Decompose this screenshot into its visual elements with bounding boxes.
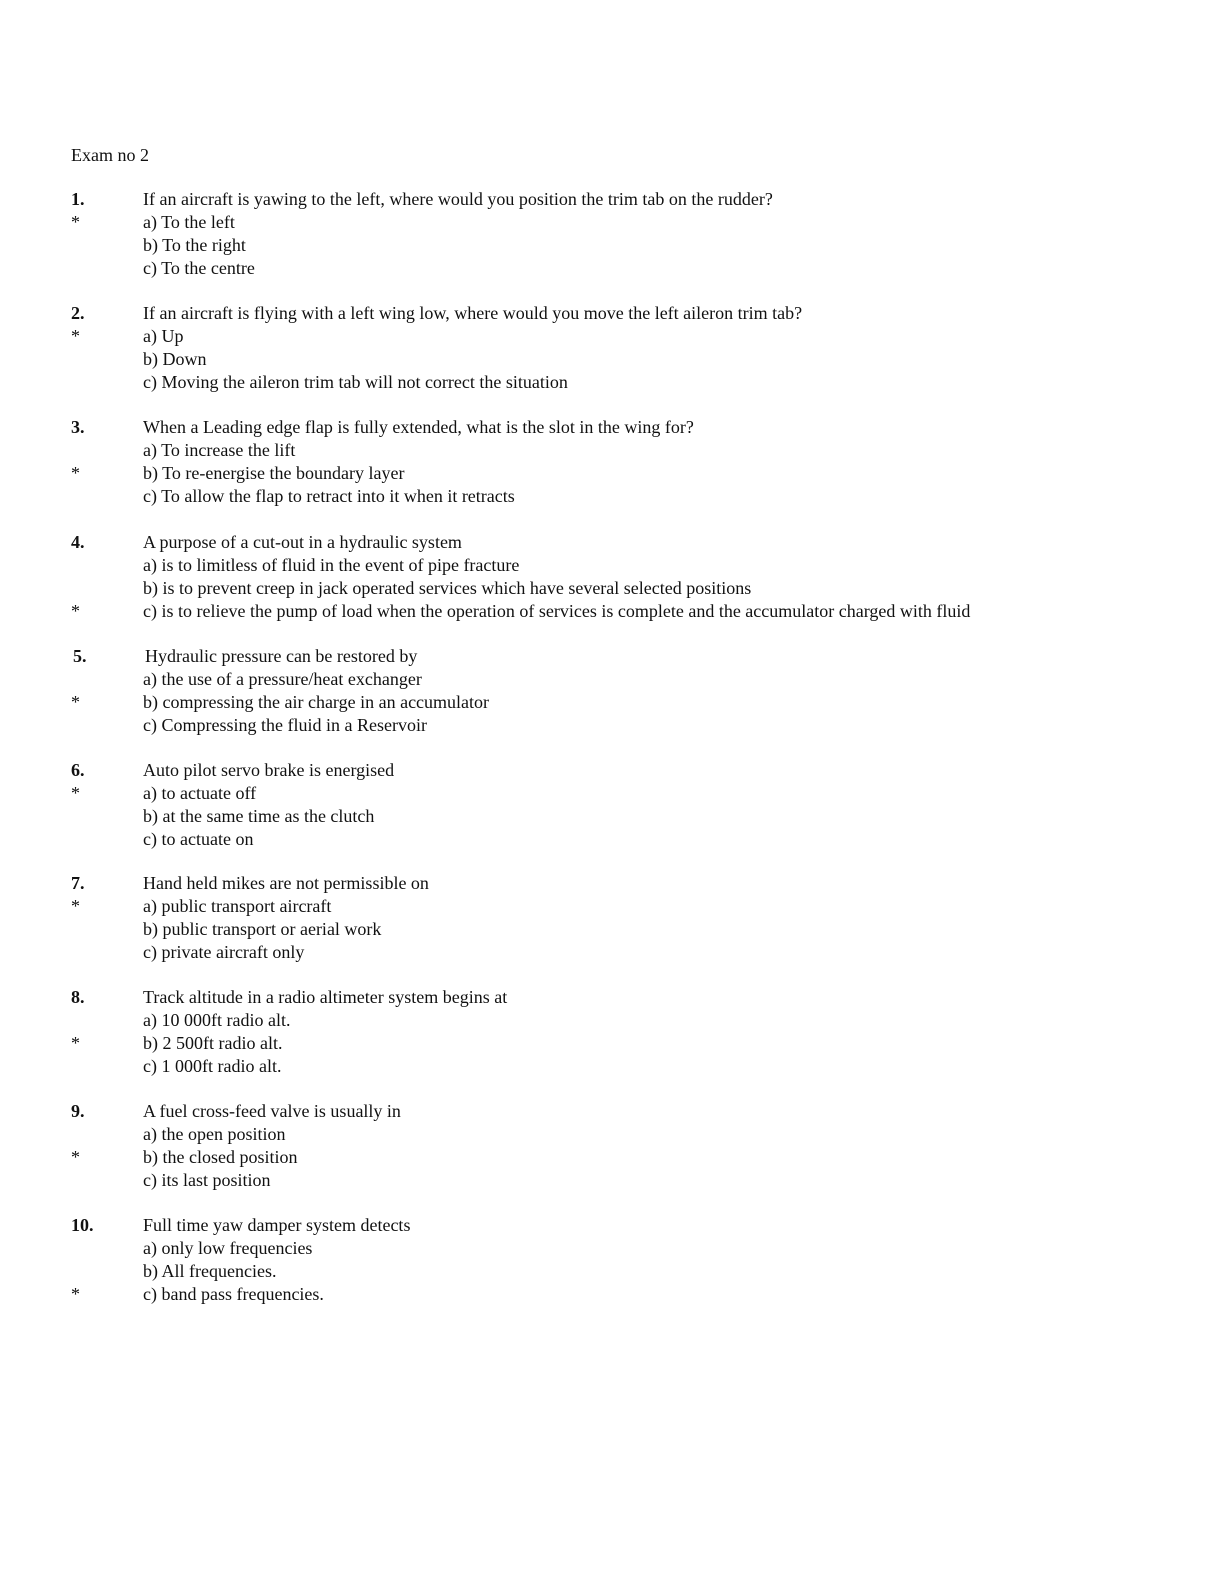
question-number: 3. xyxy=(71,417,85,437)
option-a xyxy=(0,554,1224,577)
option-text: a) the use of a pressure/heat exchanger xyxy=(143,669,422,689)
question-1 xyxy=(0,188,1224,280)
option-a xyxy=(0,439,1224,462)
question-row xyxy=(0,872,1224,895)
question-row xyxy=(0,416,1224,439)
question-row xyxy=(0,645,1224,668)
option-b xyxy=(0,1032,1224,1055)
option-c xyxy=(0,1283,1224,1306)
question-row xyxy=(0,188,1224,211)
answer-mark: * xyxy=(71,1033,80,1053)
question-row xyxy=(0,759,1224,782)
option-b xyxy=(0,691,1224,714)
answer-mark: * xyxy=(71,463,80,483)
option-text: c) 1 000ft radio alt. xyxy=(143,1056,282,1076)
option-a xyxy=(0,325,1224,348)
option-text: b) public transport or aerial work xyxy=(143,919,382,939)
question-text: Auto pilot servo brake is energised xyxy=(143,760,395,780)
answer-mark: * xyxy=(71,212,80,232)
option-a xyxy=(0,211,1224,234)
option-c xyxy=(0,941,1224,964)
option-c xyxy=(0,1169,1224,1192)
option-c xyxy=(0,371,1224,394)
option-text: c) Moving the aileron trim tab will not correct the situation xyxy=(143,372,568,392)
option-c xyxy=(0,714,1224,737)
option-text: a) is to limitless of fluid in the event of pipe fracture xyxy=(143,555,520,575)
answer-mark: * xyxy=(71,601,80,621)
option-a xyxy=(0,782,1224,805)
option-text: b) 2 500ft radio alt. xyxy=(143,1033,283,1053)
option-text: b) at the same time as the clutch xyxy=(143,806,375,826)
option-text: a) public transport aircraft xyxy=(143,896,332,916)
question-number: 9. xyxy=(71,1101,85,1121)
option-text: b) is to prevent creep in jack operated services which have several selected positions xyxy=(143,578,752,598)
question-5 xyxy=(0,645,1224,737)
question-text: If an aircraft is yawing to the left, where would you position the trim tab on the rudder? xyxy=(143,189,773,209)
question-row xyxy=(0,986,1224,1009)
exam-title: Exam no 2 xyxy=(71,145,149,165)
question-text: When a Leading edge flap is fully extended, what is the slot in the wing for? xyxy=(143,417,694,437)
option-c xyxy=(0,1055,1224,1078)
question-row xyxy=(0,531,1224,554)
option-text: c) To the centre xyxy=(143,258,255,278)
option-text: a) To the left xyxy=(143,212,235,232)
option-c xyxy=(0,485,1224,508)
answer-mark: * xyxy=(71,896,80,916)
question-text: A purpose of a cut-out in a hydraulic system xyxy=(143,532,462,552)
option-text: b) the closed position xyxy=(143,1147,298,1167)
question-number: 7. xyxy=(71,873,85,893)
option-b xyxy=(0,462,1224,485)
question-9 xyxy=(0,1100,1224,1192)
option-text: c) private aircraft only xyxy=(143,942,305,962)
option-text: a) 10 000ft radio alt. xyxy=(143,1010,291,1030)
question-row xyxy=(0,302,1224,325)
answer-mark: * xyxy=(71,1147,80,1167)
option-text: c) its last position xyxy=(143,1170,271,1190)
answer-mark: * xyxy=(71,783,80,803)
answer-mark: * xyxy=(71,692,80,712)
option-a xyxy=(0,668,1224,691)
option-text: b) Down xyxy=(143,349,207,369)
question-6 xyxy=(0,759,1224,851)
option-text: b) All frequencies. xyxy=(143,1261,277,1281)
option-text: a) to actuate off xyxy=(143,783,257,803)
answer-mark: * xyxy=(71,1284,80,1304)
option-text: c) to actuate on xyxy=(143,829,254,849)
question-number: 5. xyxy=(73,646,87,666)
option-c xyxy=(0,600,1224,623)
option-text: a) the open position xyxy=(143,1124,286,1144)
question-8 xyxy=(0,986,1224,1078)
option-text: c) Compressing the fluid in a Reservoir xyxy=(143,715,427,735)
option-b xyxy=(0,1260,1224,1283)
option-a xyxy=(0,1237,1224,1260)
option-b xyxy=(0,348,1224,371)
question-text: Full time yaw damper system detects xyxy=(143,1215,411,1235)
option-text: a) only low frequencies xyxy=(143,1238,313,1258)
option-a xyxy=(0,1123,1224,1146)
option-text: a) Up xyxy=(143,326,184,346)
question-number: 2. xyxy=(71,303,85,323)
question-row xyxy=(0,1214,1224,1237)
question-3 xyxy=(0,416,1224,508)
question-number: 6. xyxy=(71,760,85,780)
option-c xyxy=(0,828,1224,851)
question-number: 1. xyxy=(71,189,85,209)
question-7 xyxy=(0,872,1224,964)
option-text: c) is to relieve the pump of load when the operation of services is complete and the accumulator charged with fluid xyxy=(143,601,971,621)
question-text: Track altitude in a radio altimeter system begins at xyxy=(143,987,508,1007)
option-text: c) To allow the flap to retract into it when it retracts xyxy=(143,486,515,506)
option-a xyxy=(0,895,1224,918)
question-text: Hand held mikes are not permissible on xyxy=(143,873,429,893)
question-text: If an aircraft is flying with a left wing low, where would you move the left aileron trim tab? xyxy=(143,303,803,323)
option-b xyxy=(0,1146,1224,1169)
question-10 xyxy=(0,1214,1224,1306)
option-text: c) band pass frequencies. xyxy=(143,1284,324,1304)
option-b xyxy=(0,805,1224,828)
option-b xyxy=(0,234,1224,257)
option-text: a) To increase the lift xyxy=(143,440,296,460)
option-text: b) To the right xyxy=(143,235,246,255)
option-b xyxy=(0,577,1224,600)
question-number: 10. xyxy=(71,1215,94,1235)
option-a xyxy=(0,1009,1224,1032)
question-text: A fuel cross-feed valve is usually in xyxy=(143,1101,401,1121)
question-number: 8. xyxy=(71,987,85,1007)
option-c xyxy=(0,257,1224,280)
question-number: 4. xyxy=(71,532,85,552)
question-4 xyxy=(0,531,1224,623)
option-b xyxy=(0,918,1224,941)
question-row xyxy=(0,1100,1224,1123)
question-2 xyxy=(0,302,1224,394)
option-text: b) To re-energise the boundary layer xyxy=(143,463,405,483)
option-text: b) compressing the air charge in an accumulator xyxy=(143,692,490,712)
answer-mark: * xyxy=(71,326,80,346)
question-text: Hydraulic pressure can be restored by xyxy=(145,646,418,666)
